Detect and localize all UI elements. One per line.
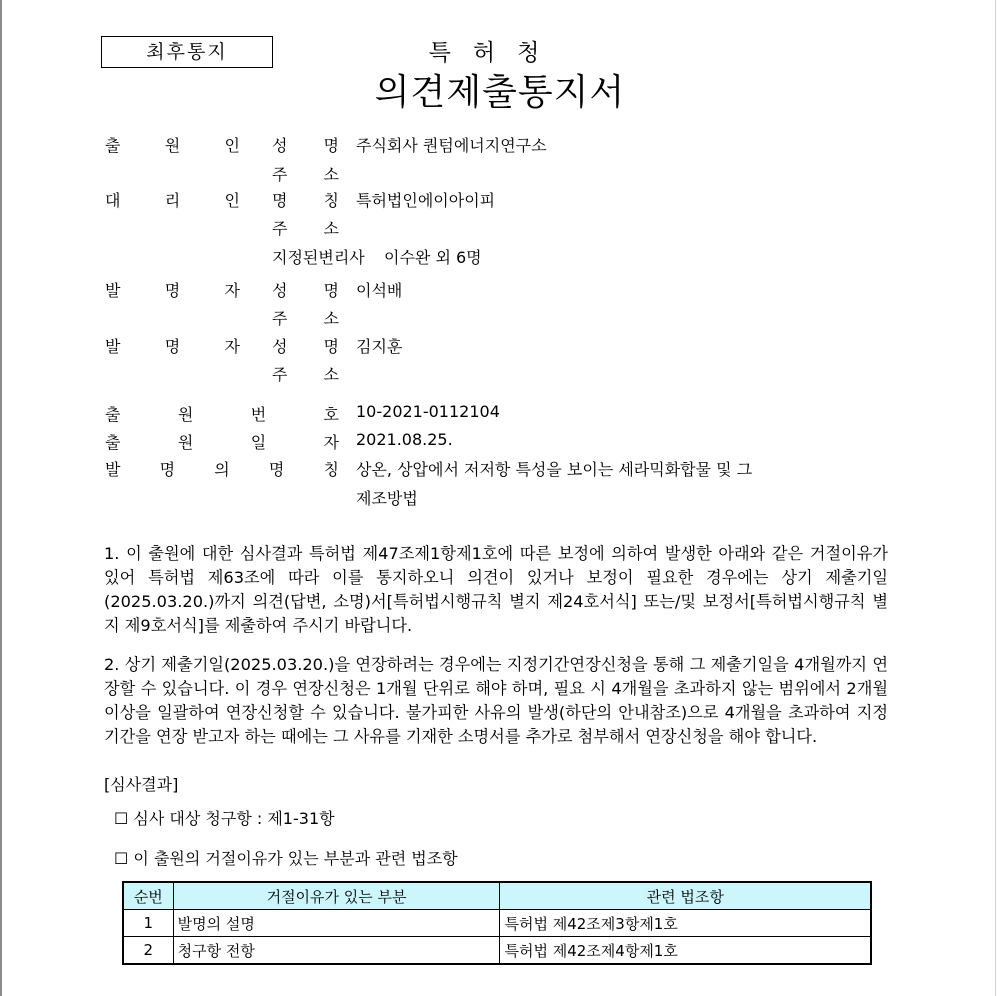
- inventor1-name: 이석배: [356, 281, 403, 300]
- page-border-left: [0, 0, 2, 996]
- label-char: 칭: [323, 460, 339, 479]
- final-notice-box: 최후통지: [101, 36, 273, 68]
- row-law: 특허법 제42조제3항제1호: [500, 910, 871, 937]
- page-border-right: [995, 0, 996, 996]
- agent-name: 특허법인에이아이피: [356, 191, 496, 210]
- agency-name: 특허청: [428, 40, 562, 66]
- paragraph-2: 2. 상기 제출기일(2025.03.20.)을 연장하려는 경우에는 지정기간연장신청을 통해 그 제출기일을 4개월까지 연장할 수 있습니다. 이 경우 연장신청은 1개월 단위로 해야 하며, 필요 시 4개월을 초과하지 않는 범위에서 2개월 이상을 일괄하여 연장신청할 수 있습니다. 불가피한 사유의 발생(하단의 안내참조)으로 4개월을 초과하여 지정기간을 연장 받고자 하는 때에는 그 사유를 기재한 소명서를 추가로 첨부해서 연장신청을 해야 합니다.: [104, 655, 888, 746]
- row-number: 1: [123, 910, 173, 937]
- label-char: 소: [323, 219, 339, 238]
- label-char: 호: [323, 405, 339, 424]
- label-char: 명: [159, 460, 176, 479]
- document-title: 의견제출통지서: [374, 72, 626, 113]
- label-char: 자: [224, 281, 240, 300]
- table-header-row: [123, 882, 871, 910]
- application-date: 2021.08.25.: [356, 430, 453, 449]
- designated-attorney-value: 이수완 외 6명: [384, 248, 482, 267]
- label-char: 일: [250, 433, 267, 452]
- row-law: 특허법 제42조제4항제1호: [500, 937, 871, 965]
- row-number: 2: [123, 937, 173, 965]
- applicant-label: [105, 133, 240, 156]
- label-char: 소: [323, 165, 339, 184]
- label-char: 성: [272, 337, 288, 356]
- application-date-label: [105, 430, 339, 453]
- label-char: 발: [105, 281, 121, 300]
- label-char: 의: [214, 460, 230, 479]
- label-char: 출: [105, 405, 121, 424]
- header-part: 거절이유가 있는 부분: [173, 882, 500, 910]
- agent-title-label: [272, 188, 339, 211]
- invention-title-line2: 제조방법: [356, 489, 418, 508]
- invention-title-label: [105, 457, 339, 480]
- label-char: 자: [323, 433, 339, 452]
- label-char: 명: [323, 281, 339, 300]
- applicant-name-label: [272, 133, 339, 156]
- label-char: 주: [272, 165, 288, 184]
- invention-title-line1: 상온, 상압에서 저저항 특성을 보이는 세라믹화합물 및 그: [356, 460, 753, 479]
- label-char: 번: [250, 405, 267, 424]
- agent-address-label: [272, 216, 339, 239]
- applicant-address-label: [272, 162, 339, 185]
- label-char: 명: [323, 136, 339, 155]
- label-char: 소: [323, 309, 339, 328]
- label-char: 칭: [323, 191, 339, 210]
- designated-attorney-label: 지정된변리사: [272, 248, 365, 267]
- applicant-name: 주식회사 퀀텀에너지연구소: [356, 136, 547, 155]
- label-char: 인: [224, 136, 240, 155]
- label-char: 발: [105, 337, 121, 356]
- row-part: 발명의 설명: [173, 910, 500, 937]
- examination-result-title: [심사결과]: [104, 775, 179, 794]
- inventor2-label: [105, 334, 240, 357]
- header-law: 관련 법조항: [500, 882, 871, 910]
- label-char: 성: [272, 136, 288, 155]
- table-row: [123, 937, 871, 965]
- label-char: 성: [272, 281, 288, 300]
- application-number: 10-2021-0112104: [356, 402, 500, 421]
- inventor1-address-label: [272, 306, 339, 329]
- inventor2-name-label: [272, 334, 339, 357]
- label-char: 주: [272, 365, 288, 384]
- inventor2-address-label: [272, 362, 339, 385]
- label-char: 명: [323, 337, 339, 356]
- table-row: [123, 910, 871, 937]
- label-char: 주: [272, 219, 288, 238]
- label-char: 명: [164, 337, 181, 356]
- label-char: 소: [323, 365, 339, 384]
- header-number: 순번: [123, 882, 173, 910]
- label-char: 인: [224, 191, 240, 210]
- rejection-reasons-line: ☐ 이 출원의 거절이유가 있는 부분과 관련 법조항: [114, 849, 458, 868]
- inventor2-name: 김지훈: [356, 337, 403, 356]
- label-char: 원: [164, 136, 181, 155]
- label-char: 리: [164, 191, 181, 210]
- paragraph-1: 1. 이 출원에 대한 심사결과 특허법 제47조제1항제1호에 따른 보정에 의하여 발생한 아래와 같은 거절이유가 있어 특허법 제63조에 따라 이를 통지하오니 의견이 있거나 보정이 필요한 경우에는 상기 제출기일(2025.03.20.)까지 의견(답변, 소명)서[특허법시행규칙 별지 제24호서식] 또는/및 보정서[특허법시행규칙 별지 제9호서식]를 제출하여 주시기 바랍니다.: [104, 544, 888, 635]
- label-char: 출: [105, 433, 121, 452]
- label-char: 출: [105, 136, 121, 155]
- examined-claims-line: ☐ 심사 대상 청구항 : 제1-31항: [114, 809, 335, 828]
- inventor1-name-label: [272, 278, 339, 301]
- label-char: 대: [105, 191, 121, 210]
- label-char: 자: [224, 337, 240, 356]
- label-char: 원: [177, 405, 194, 424]
- label-char: 명: [164, 281, 181, 300]
- row-part: 청구항 전항: [173, 937, 500, 965]
- label-char: 주: [272, 309, 288, 328]
- rejection-reasons-table: [122, 881, 872, 965]
- label-char: 발: [105, 460, 121, 479]
- label-char: 원: [177, 433, 194, 452]
- label-char: 명: [268, 460, 285, 479]
- label-char: 명: [272, 191, 288, 210]
- application-number-label: [105, 402, 339, 425]
- agent-label: [105, 188, 240, 211]
- inventor1-label: [105, 278, 240, 301]
